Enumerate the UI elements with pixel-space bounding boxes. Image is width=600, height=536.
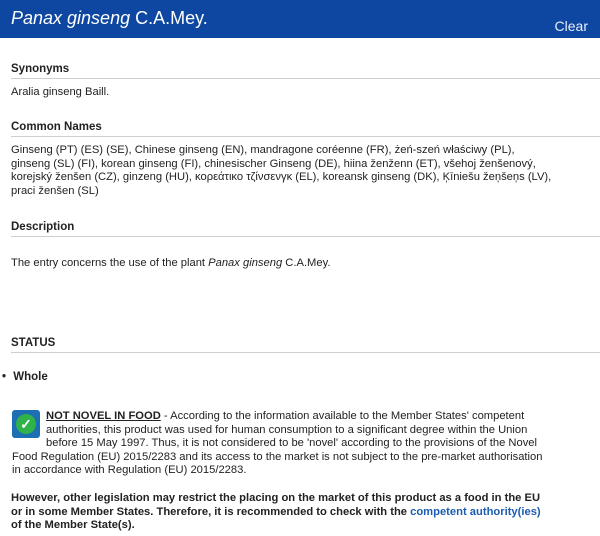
note-line	[11, 506, 591, 520]
description-heading: Description	[11, 220, 600, 237]
not-novel-line: Food Regulation (EU) 2015/2283 and its access to the market is not subject to the pre-market authorisation	[12, 450, 543, 463]
not-novel-line: authorities, this product was used for human consumption to a significant degree within the Union	[46, 423, 528, 436]
description-prefix: The entry concerns the use of the plant	[11, 257, 209, 269]
common-names-line: praci ženšen (SL)	[11, 184, 99, 197]
not-novel-line: - According to the information available to the Member States' competent	[160, 410, 525, 422]
check-icon: ✓	[16, 414, 36, 434]
page-title	[11, 8, 208, 28]
description-suffix: C.A.Mey.	[282, 257, 331, 269]
common-names-line: ginseng (SL) (FI), korean ginseng (FI), chinesischer Ginseng (DE), hiina ženženn (ET), všehoj ženšenový,	[11, 157, 536, 170]
title-author: C.A.Mey.	[130, 8, 208, 28]
bullet-label: Whole	[13, 371, 48, 383]
description-section	[11, 220, 600, 271]
title-species: Panax ginseng	[11, 8, 131, 28]
note-line: However, other legislation may restrict the placing on the market of this product as a food in the EU	[11, 492, 541, 504]
common-names-heading: Common Names	[11, 120, 600, 137]
not-novel-line: before 15 May 1997. Thus, it is not considered to be 'novel' according to the provisions of the Novel	[46, 437, 538, 450]
synonyms-heading: Synonyms	[11, 62, 600, 79]
not-novel-line: in accordance with Regulation (EU) 2015/2283.	[12, 464, 247, 477]
status-section	[11, 336, 600, 353]
common-names-line: korejský ženšen (CZ), ginzeng (HU), κορεάτικο τζίνσενγκ (EL), koreansk ginseng (DK), Ķīniešu žeņšeņs (LV),	[11, 171, 552, 184]
synonyms-section	[11, 62, 600, 100]
status-heading: STATUS	[11, 336, 600, 353]
not-novel-badge-icon	[12, 410, 40, 438]
common-names-text	[11, 144, 600, 198]
legislation-note	[11, 492, 591, 533]
synonyms-text: Aralia ginseng Baill.	[11, 86, 110, 98]
not-novel-text	[12, 410, 586, 478]
common-names-line: Ginseng (PT) (ES) (SE), Chinese ginseng (EN), mandragone coréenne (FR), żeń-szeń właściwy (PL),	[11, 144, 515, 156]
description-plant: Panax ginseng	[208, 257, 283, 269]
status-bullet	[2, 371, 48, 383]
clear-button[interactable]: Clear	[554, 18, 588, 34]
bullet-dot: •	[2, 371, 7, 383]
competent-authority-link[interactable]: competent authority(ies)	[410, 505, 541, 518]
not-novel-label: NOT NOVEL IN FOOD	[46, 410, 161, 422]
page-header	[0, 0, 600, 38]
description-text	[11, 257, 600, 271]
note-line-prefix: or in some Member States. Therefore, it is recommended to check with the	[11, 505, 411, 518]
common-names-section	[11, 120, 600, 198]
note-line: of the Member State(s).	[11, 519, 135, 532]
